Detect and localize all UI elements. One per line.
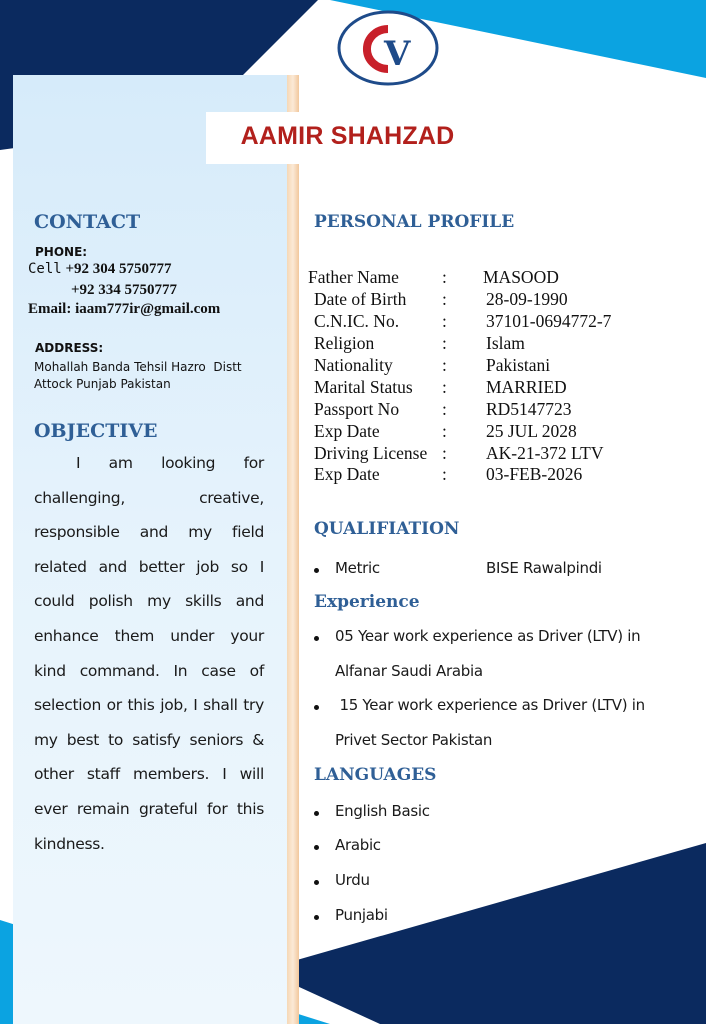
bullet-icon	[314, 568, 319, 573]
profile-row	[308, 289, 688, 311]
profile-colon: :	[442, 421, 447, 441]
profile-row	[308, 443, 688, 465]
profile-row	[308, 421, 688, 443]
profile-label: Exp Date	[314, 464, 380, 484]
bullet-icon	[314, 915, 319, 920]
profile-colon: :	[442, 464, 447, 484]
profile-label: Driving License	[314, 443, 428, 463]
profile-colon: :	[442, 399, 447, 419]
profile-label: Exp Date	[314, 421, 380, 441]
profile-value: 28-09-1990	[486, 289, 568, 309]
language-item: Punjabi	[335, 906, 388, 924]
objective-text: I am looking for challenging, creative, responsible and my field related and better job so I could polish my skills and enhance them under your kind command. In case of selection or this job, I shall try my best to satisfy seniors & other staff members. I will ever remain grateful for this kindness.	[34, 454, 264, 853]
profile-row	[308, 399, 688, 421]
profile-label: Date of Birth	[314, 289, 407, 309]
candidate-name: AAMIR SHAHZAD	[240, 122, 455, 150]
profile-label: Passport No	[314, 399, 400, 419]
experience-item-1-line-1: 05 Year work experience as Driver (LTV) in	[335, 627, 641, 645]
profile-value: Islam	[486, 333, 525, 353]
profile-value: Pakistani	[486, 355, 551, 375]
experience-item-2-line-1: 15 Year work experience as Driver (LTV) in	[335, 696, 645, 714]
profile-label: Religion	[314, 333, 375, 353]
bullet-icon	[314, 880, 319, 885]
language-item: Urdu	[335, 871, 370, 889]
profile-label: Nationality	[314, 355, 393, 375]
cv-logo-icon	[336, 9, 440, 87]
profile-value: RD5147723	[486, 399, 572, 419]
bullet-icon	[314, 811, 319, 816]
profile-colon: :	[442, 377, 447, 397]
profile-row	[308, 464, 688, 486]
address-label: ADDRESS:	[35, 341, 104, 355]
profile-label: Marital Status	[314, 377, 413, 397]
profile-row	[308, 355, 688, 377]
bullet-icon	[314, 636, 319, 641]
address-line-2: Attock Punjab Pakistan	[34, 377, 171, 391]
profile-row	[308, 267, 688, 289]
profile-label: C.N.IC. No.	[314, 311, 400, 331]
experience-item-2-line-2: Privet Sector Pakistan	[335, 731, 493, 749]
phone-label: PHONE:	[35, 245, 88, 259]
profile-colon: :	[442, 333, 447, 353]
language-item: English Basic	[335, 802, 430, 820]
profile-value: AK-21-372 LTV	[486, 443, 604, 463]
address-line-1: Mohallah Banda Tehsil Hazro Distt	[34, 360, 242, 374]
qualification-heading: QUALIFIATION	[314, 519, 460, 539]
profile-value: 25 JUL 2028	[486, 421, 577, 441]
profile-value: MARRIED	[486, 377, 567, 397]
profile-colon: :	[442, 267, 447, 287]
phone-line-1	[28, 261, 172, 278]
email-line	[28, 301, 220, 318]
qualification-degree: Metric	[335, 559, 380, 577]
profile-value: 03-FEB-2026	[486, 464, 583, 484]
profile-label: Father Name	[308, 267, 399, 287]
profile-row	[308, 333, 688, 355]
experience-heading: Experience	[314, 592, 420, 612]
phone-number-1[interactable]: +92 304 5750777	[65, 261, 172, 277]
email-label: Email:	[28, 301, 72, 317]
profile-row	[308, 311, 688, 333]
language-item: Arabic	[335, 836, 381, 854]
bullet-icon	[314, 705, 319, 710]
profile-colon: :	[442, 355, 447, 375]
contact-heading: CONTACT	[34, 211, 141, 233]
bullet-icon	[314, 845, 319, 850]
profile-colon: :	[442, 443, 447, 463]
qualification-board: BISE Rawalpindi	[486, 559, 602, 577]
sidebar-accent-stripe	[287, 75, 299, 1024]
email-address[interactable]: iaam777ir@gmail.com	[75, 301, 221, 317]
languages-heading: LANGUAGES	[314, 765, 437, 785]
profile-row	[308, 377, 688, 399]
experience-item-1-line-2: Alfanar Saudi Arabia	[335, 662, 483, 680]
phone-number-2[interactable]: +92 334 5750777	[71, 282, 178, 298]
profile-colon: :	[442, 311, 447, 331]
cell-prefix: Cell	[28, 261, 62, 277]
personal-profile-heading: PERSONAL PROFILE	[314, 212, 515, 232]
objective-heading: OBJECTIVE	[34, 420, 158, 442]
profile-value: 37101-0694772-7	[486, 311, 612, 331]
profile-value: MASOOD	[483, 267, 559, 287]
profile-colon: :	[442, 289, 447, 309]
svg-text:V: V	[384, 34, 411, 74]
